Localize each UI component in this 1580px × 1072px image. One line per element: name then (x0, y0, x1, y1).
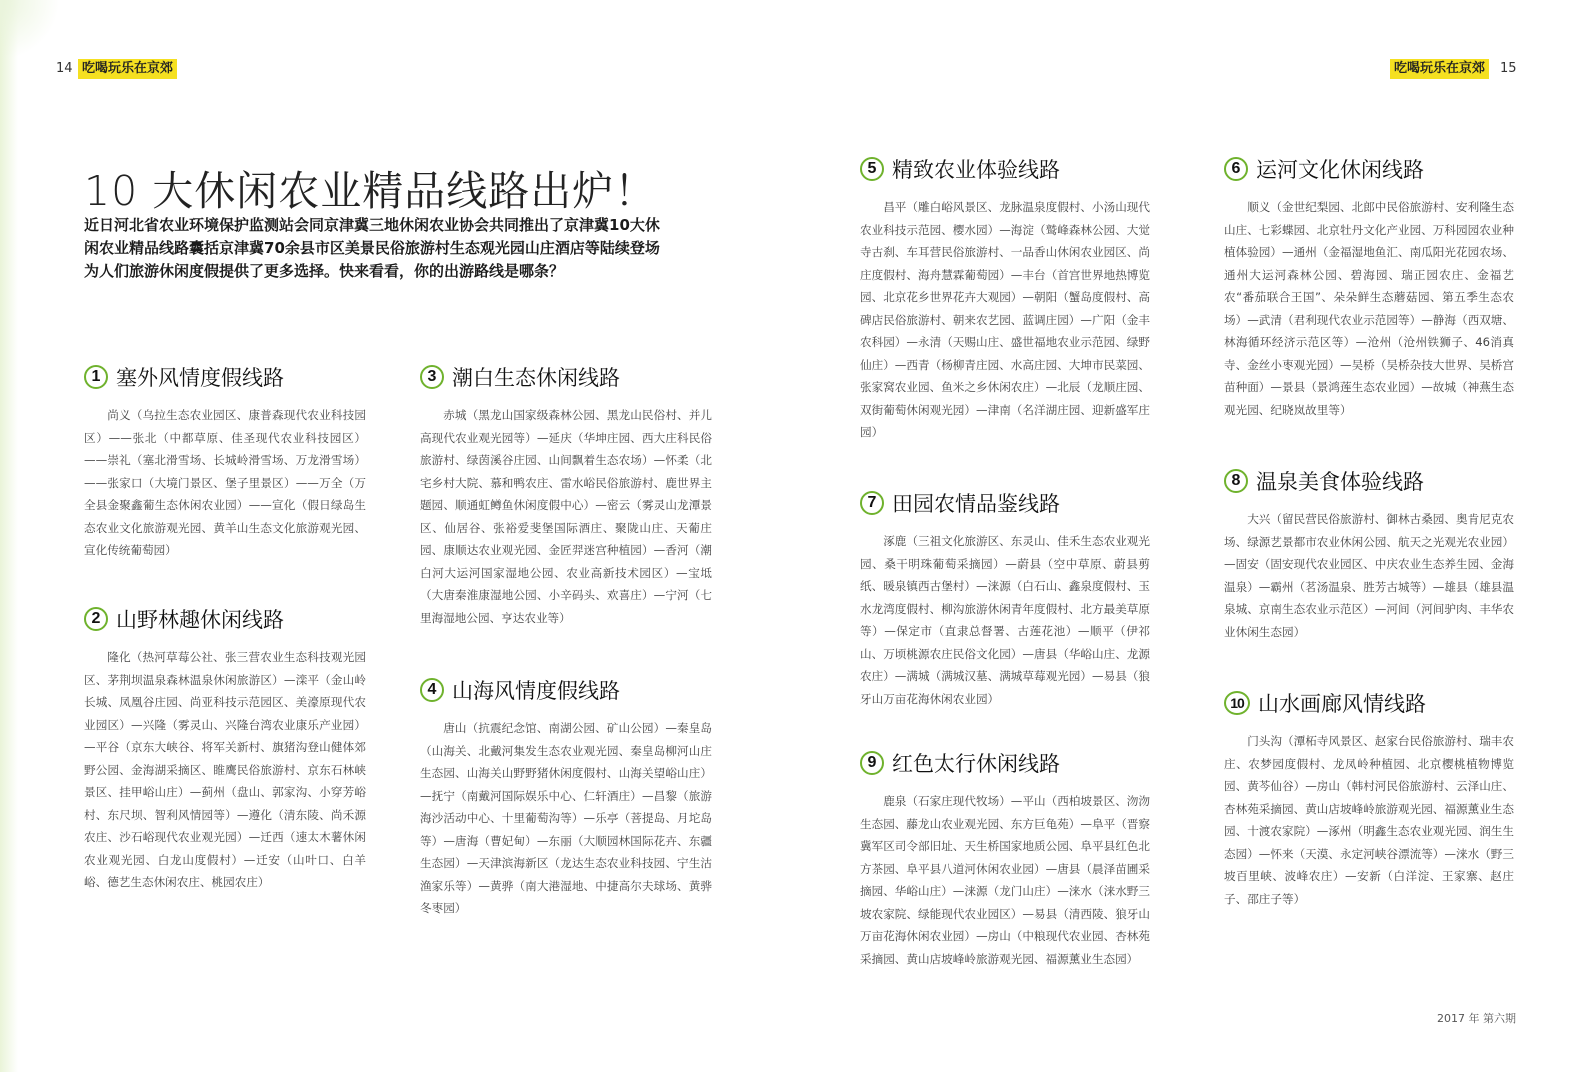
route-title: 山海风情度假线路 (452, 679, 620, 703)
left-section-tag: 吃喝玩乐在京郊 (78, 59, 177, 79)
route-number-badge: 7 (860, 491, 884, 515)
route-6 (1224, 154, 1514, 421)
route-number-badge: 9 (860, 751, 884, 775)
route-4 (420, 675, 712, 920)
page-edge-tint (0, 0, 18, 1072)
route-header (84, 362, 366, 392)
route-title: 红色太行休闲线路 (892, 752, 1060, 776)
route-title: 山水画廊风情线路 (1258, 692, 1426, 716)
route-number-badge: 6 (1224, 157, 1248, 181)
route-8 (1224, 466, 1514, 643)
route-header (860, 488, 1150, 518)
route-5 (860, 154, 1150, 444)
route-body: 鹿泉（石家庄现代牧场）—平山（西柏坡景区、沕沕生态园、藤龙山农业观光园、东方巨龟苑）—阜平（晋察冀军区司令部旧址、天生桥国家地质公园、阜平县红色北方茶园、阜平县八道河休闲农业园）—唐县（晨泽苗圃采摘园、华峪山庄）—涞源（龙门山庄）—涞水（涞水野三坡农家院、绿能现代农业园区）—易县（清西陵、狼牙山万亩花海休闲农业园）—房山（中粮现代农业园、杏林苑采摘园、黄山店坡峰岭旅游观光园、福源薰业生态园） (860, 794, 1150, 966)
route-number-badge: 10 (1224, 691, 1250, 715)
route-9 (860, 748, 1150, 970)
route-title: 温泉美食体验线路 (1256, 470, 1424, 494)
route-header (860, 748, 1150, 778)
left-page-number: 14 (56, 61, 73, 76)
route-number-badge: 1 (84, 365, 108, 389)
route-number-badge: 8 (1224, 469, 1248, 493)
route-header (1224, 466, 1514, 496)
route-header (420, 362, 712, 392)
route-2 (84, 604, 366, 894)
route-body: 昌平（雕白峪风景区、龙脉温泉度假村、小汤山现代农业科技示范园、樱水园）—海淀（鹫峰森林公园、大觉寺古刹、车耳营民俗旅游村、一品香山休闲农业园区、尚庄度假村、海舟慧霖葡萄园）—丰台（首宫世界地热博览园、北京花乡世界花卉大观园）—朝阳（蟹岛度假村、高碑店民俗旅游村、朝来农艺园、蓝调庄园）—广阳（金丰农科园）—永清（天赐山庄、盛世福地农业示范园、绿野仙庄）—西青（杨柳青庄园、水高庄园、大坤市民菜园、张家窝农业园、鱼米之乡休闲农庄）—北辰（龙顺庄园、双街葡萄休闲观光园）—津南（名洋湖庄园、迎新盛军庄园） (860, 200, 1150, 439)
route-body: 门头沟（潭柘寺风景区、赵家台民俗旅游村、瑞丰农庄、农梦园度假村、龙凤岭种植园、北京樱桃植物博览园、黄芩仙谷）—房山（韩村河民俗旅游村、云泽山庄、杏林苑采摘园、黄山店坡峰岭旅游观光园、福源薰业生态园、十渡农家院）—涿州（明鑫生态农业观光园、润生生态园）—怀来（天漠、永定河峡谷漂流等）—涞水（野三坡百里峡、波峰农庄）—安新（白洋淀、王家寨、赵庄子、邵庄子等） (1224, 734, 1514, 906)
right-page-number: 15 (1500, 61, 1517, 76)
route-number-badge: 3 (420, 365, 444, 389)
route-7 (860, 488, 1150, 710)
route-header (1224, 688, 1514, 718)
route-header (84, 604, 366, 634)
route-number-badge: 5 (860, 157, 884, 181)
route-title: 运河文化休闲线路 (1256, 158, 1424, 182)
right-section-tag: 吃喝玩乐在京郊 (1390, 59, 1489, 79)
route-body: 唐山（抗震纪念馆、南湖公园、矿山公园）—秦皇岛（山海关、北戴河集发生态农业观光园、秦皇岛柳河山庄生态园、山海关山野野猪休闲度假村、山海关望峪山庄）—抚宁（南戴河国际娱乐中心、仁轩酒庄）—昌黎（旅游海沙活动中心、十里葡萄沟等）—乐亭（菩提岛、月坨岛等）—唐海（曹妃甸）—东丽（大顺园林国际花卉、东疆生态园）—天津滨海新区（龙达生态农业科技园、宁生沽渔家乐等）—黄骅（南大港湿地、中捷高尔夫球场、黄骅冬枣园） (420, 721, 712, 915)
route-title: 山野林趣休闲线路 (116, 608, 284, 632)
route-1 (84, 362, 366, 562)
route-number-badge: 2 (84, 607, 108, 631)
route-3 (420, 362, 712, 629)
route-body: 赤城（黑龙山国家级森林公园、黑龙山民俗村、并儿高现代农业观光园等）—延庆（华坤庄园、西大庄科民俗旅游村、绿茵溪谷庄园、山间飘着生态农场）—怀柔（北宅乡村大院、慕和鸭农庄、雷水峪民俗旅游村、鹿世界主题园、顺通虹鳟鱼休闲度假中心）—密云（雾灵山龙潭景区、仙居谷、张裕爱斐堡国际酒庄、聚陇山庄、天葡庄园、康顺达农业观光园、金匠羿迷宫种植园）—香河（潮白河大运河国家湿地公园、农业高新技术园区）—宝坻（大唐秦淮康湿地公园、小辛码头、欢喜庄）—宁河（七里海湿地公园、亨达农业等） (420, 408, 712, 625)
route-number-badge: 4 (420, 678, 444, 702)
route-header (420, 675, 712, 705)
route-body: 尚义（乌拉生态农业园区、康普森现代农业科技园区）——张北（中都草原、佳圣现代农业科技园区）——崇礼（塞北滑雪场、长城岭滑雪场、万龙滑雪场）——张家口（大境门景区、堡子里景区）——万全（万全县金聚鑫葡生态休闲农业园）——宣化（假日绿岛生态农业文化旅游观光园、黄羊山生态文化旅游观光园、宣化传统葡萄园） (84, 408, 366, 557)
route-body: 涿鹿（三祖文化旅游区、东灵山、佳禾生态农业观光园、桑干明珠葡萄采摘园）—蔚县（空中草原、蔚县剪纸、暖泉镇西古堡村）—涞源（白石山、鑫泉度假村、玉水龙湾度假村、柳沟旅游休闲青年度假村、北方最美草原等）—保定市（直隶总督署、古莲花池）—顺平（伊祁山、万顷桃源农庄民俗文化园）—唐县（华峪山庄、龙源农庄）—满城（满城汉墓、满城草莓观光园）—易县（狼牙山万亩花海休闲农业园） (860, 534, 1150, 706)
issue-footer: 2017 年 第六期 (1437, 1012, 1516, 1025)
page-corner-tint (0, 0, 60, 60)
route-10 (1224, 688, 1514, 910)
route-header (1224, 154, 1514, 184)
route-header (860, 154, 1150, 184)
route-title: 潮白生态休闲线路 (452, 366, 620, 390)
route-title: 塞外风情度假线路 (116, 366, 284, 390)
article-title: 10 大休闲农业精品线路出炉！ (84, 167, 657, 215)
route-title: 精致农业体验线路 (892, 158, 1060, 182)
route-body: 顺义（金世纪梨园、北郎中民俗旅游村、安利隆生态山庄、七彩蝶园、北京牡丹文化产业园、万科园园农业种植体验园）—通州（金福湿地鱼汇、南瓜阳光花园农场、通州大运河森林公园、碧海园、瑞正园农庄、金福艺农“番茄联合王国”、朵朵鲜生态蘑菇园、第五季生态农场）—武清（君利现代农业示范园等）—静海（西双塘、林海循环经济示范区等）—沧州（沧州铁狮子、46消真寺、金丝小枣观光园）—吴桥（吴桥杂技大世界、吴桥宫苗种面）—景县（景鸿莲生态农业园）—故城（神燕生态观光园、纪晓岚故里等） (1224, 200, 1514, 417)
route-title: 田园农情品鉴线路 (892, 492, 1060, 516)
route-body: 隆化（热河草莓公社、张三营农业生态科技观光园区、茅荆坝温泉森林温泉休闲旅游区）—滦平（金山岭长城、凤凰谷庄园、尚亚科技示范园区、美濠原现代农业园区）—兴隆（雾灵山、兴隆台湾农业康乐产业园）—平谷（京东大峡谷、将军关新村、旗猪沟登山健体郊野公园、金海湖采摘区、睢鹰民俗旅游村、京东石林峡景区、挂甲峪山庄）—蓟州（盘山、郭家沟、小穿芳峪村、东尺坝、智利风情园等）—遵化（清东陵、尚禾源农庄、沙石峪现代农业观光园）—迁西（速太木薯休闲农业观光园、白龙山度假村）—迁安（山叶口、白羊峪、德艺生态休闲农庄、桃园农庄） (84, 650, 366, 889)
article-intro: 近日河北省农业环境保护监测站会同京津冀三地休闲农业协会共同推出了京津冀10大休闲农业精品线路囊括京津冀70余县市区美景民俗旅游村生态观光园山庄酒店等陆续登场为人们旅游休闲度假提供了更多选择。快来看看，你的出游路线是哪条？ (84, 216, 660, 280)
route-body: 大兴（留民营民俗旅游村、御林古桑园、奥肯尼克农场、绿源艺景都市农业休闲公园、航天之光观光农业园）—固安（固安现代农业园区、中庆农业生态养生园、金海温泉）—霸州（茗汤温泉、胜芳古城等）—雄县（雄县温泉城、京南生态农业示范区）—河间（河间驴肉、丰华农业休闲生态园） (1224, 512, 1514, 639)
